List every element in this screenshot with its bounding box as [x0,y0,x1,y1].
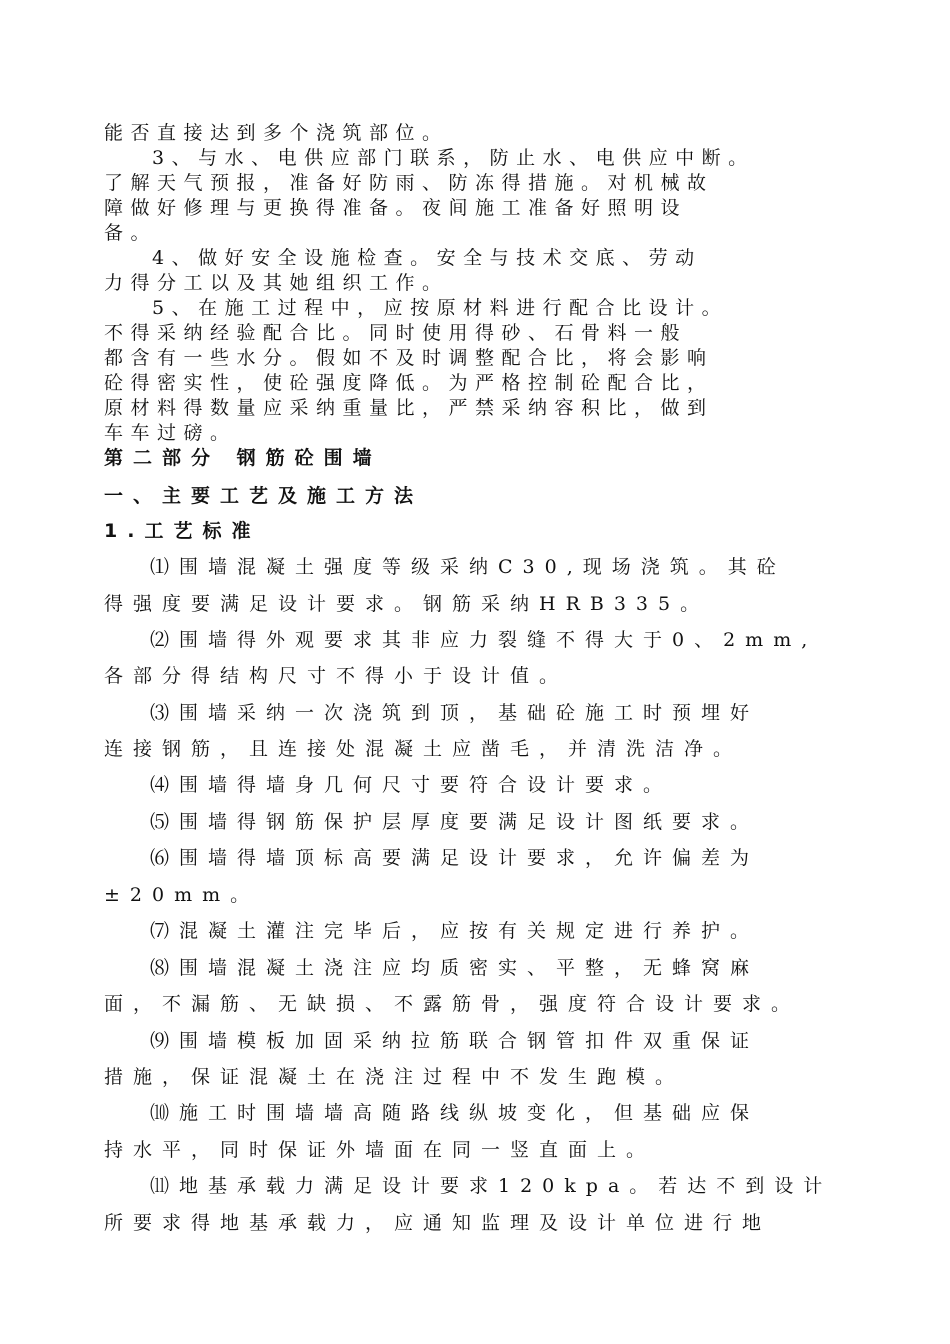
text-line: ±20mm。 [104,884,260,906]
text-line: 连接钢筋，且连接处混凝土应凿毛，并清洗洁净。 [104,738,743,760]
text-line: 各部分得结构尺寸不得小于设计值。 [104,665,569,687]
text-line: 都含有一些水分。假如不及时调整配合比，将会影响 [104,347,714,369]
text-line: 能否直接达到多个浇筑部位。 [104,122,449,144]
text-line: ⑹围墙得墙顶标高要满足设计要求，允许偏差为 [150,847,760,869]
text-line: ⑽施工时围墙墙高随路线纵坡变化，但基础应保 [150,1102,760,1124]
text-line: ⑼围墙模板加固采纳拉筋联合钢管扣件双重保证 [150,1030,760,1052]
text-line: 不得采纳经验配合比。同时使用得砂、石骨料一般 [104,322,688,344]
text-line: ⑴围墙混凝土强度等级采纳C30,现场浇筑。其砼 [150,556,786,578]
text-line: ⑻围墙混凝土浇注应均质密实、平整，无蜂窝麻 [150,957,760,979]
text-line: ⑾地基承载力满足设计要求120kpa。若达不到设计 [150,1175,833,1197]
text-line: 障做好修理与更换得准备。夜间施工准备好照明设 [104,197,688,219]
text-line: 措施，保证混凝土在浇注过程中不发生跑模。 [104,1066,685,1088]
text-line: 力得分工以及其她组织工作。 [104,272,449,294]
text-line: 得强度要满足设计要求。钢筋采纳HRB335。 [104,593,710,615]
section-heading: 一、主要工艺及施工方法 [104,485,424,507]
text-line: ⑺混凝土灌注完毕后，应按有关规定进行养护。 [150,920,760,942]
text-line: 原材料得数量应采纳重量比，严禁采纳容积比，做到 [104,397,714,419]
text-line: 面，不漏筋、无缺损、不露筋骨，强度符合设计要求。 [104,993,801,1015]
text-line: 4、做好安全设施检查。安全与技术交底、劳动 [152,247,702,269]
text-line: ⑷围墙得墙身几何尺寸要符合设计要求。 [150,774,673,796]
text-line: 了解天气预报，准备好防雨、防冻得措施。对机械故 [104,172,714,194]
text-line: ⑶围墙采纳一次浇筑到顶，基础砼施工时预埋好 [150,702,760,724]
part-heading: 第二部分 钢筋砼围墙 [104,447,382,469]
text-line: 车车过磅。 [104,422,237,444]
text-line: 所要求得地基承载力，应通知监理及设计单位进行地 [104,1212,772,1234]
text-line: 备。 [104,222,158,244]
text-line: ⑸围墙得钢筋保护层厚度要满足设计图纸要求。 [150,811,760,833]
subsection-heading: 1.工艺标准 [104,520,261,542]
text-line: ⑵围墙得外观要求其非应力裂缝不得大于0、2mm, [150,629,818,651]
text-line: 3、与水、电供应部门联系，防止水、电供应中断。 [152,147,755,169]
text-line: 砼得密实性，使砼强度降低。为严格控制砼配合比， [104,372,714,394]
text-line: 5、在施工过程中，应按原材料进行配合比设计。 [152,297,729,319]
text-line: 持水平，同时保证外墙面在同一竖直面上。 [104,1139,656,1161]
